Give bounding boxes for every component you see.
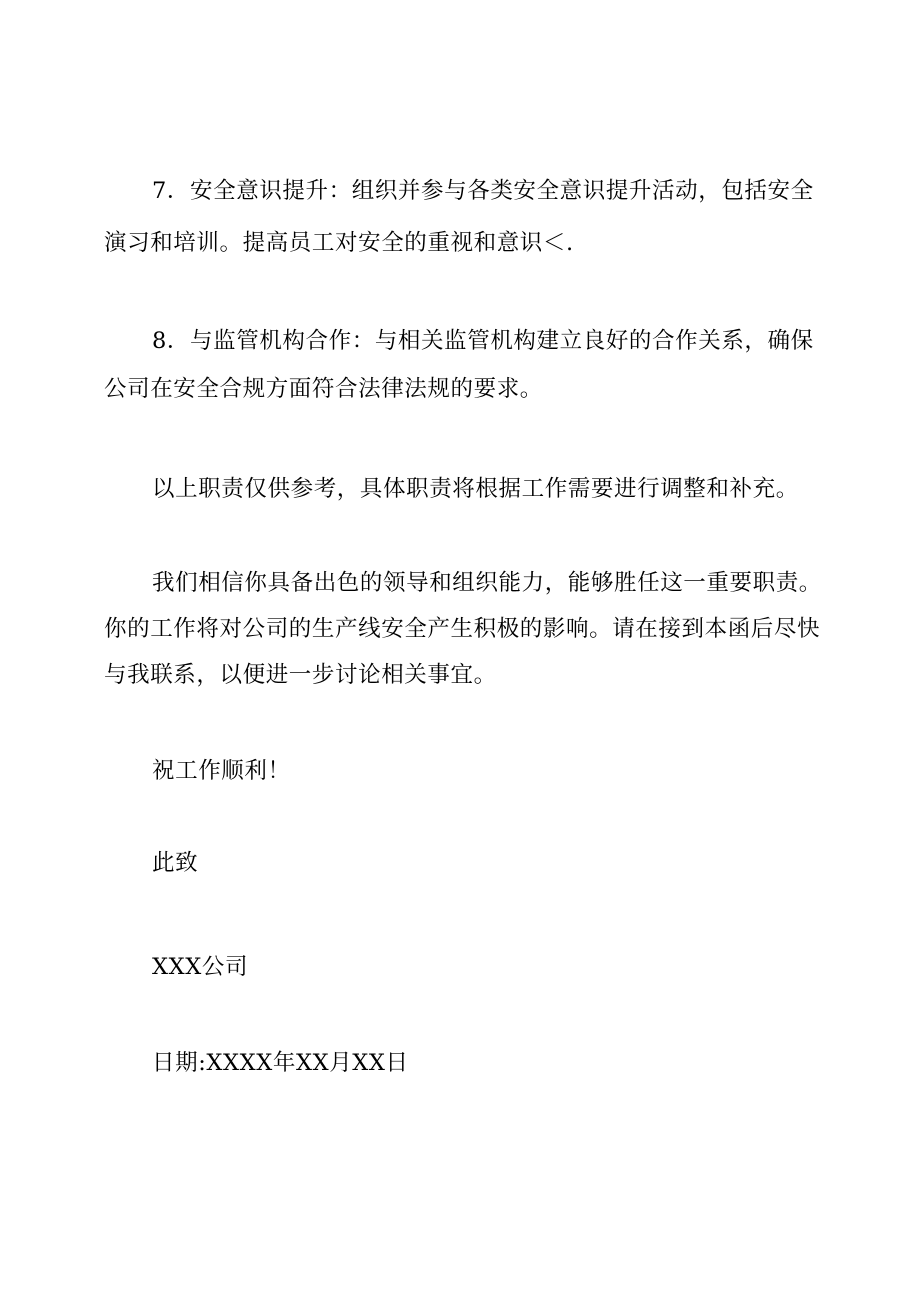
salutation-line: 此致 — [152, 850, 199, 876]
wish-line: 祝工作顺利！ — [152, 758, 291, 784]
closing-line1: 我们相信你具备出色的领导和组织能力，能够胜任这一重要职责。 — [152, 570, 822, 596]
company-signature: XXX公司 — [152, 954, 249, 980]
item8-line2: 公司在安全合规方面符合法律法规的要求。 — [104, 376, 543, 402]
note-paragraph: 以上职责仅供参考，具体职责将根据工作需要进行调整和补充。 — [152, 476, 799, 502]
closing-line3: 与我联系，以便进一步讨论相关事宜。 — [104, 662, 497, 688]
item7-line2: 演习和培训。提高员工对安全的重视和意识＜. — [104, 230, 574, 256]
item7-line1: 7．安全意识提升：组织并参与各类安全意识提升活动，包括安全 — [152, 178, 814, 204]
item8-line1: 8．与监管机构合作：与相关监管机构建立良好的合作关系，确保 — [152, 328, 814, 354]
closing-line2: 你的工作将对公司的生产线安全产生积极的影响。请在接到本函后尽快 — [104, 616, 821, 642]
date-line: 日期:XXXX年XX月XX日 — [152, 1050, 409, 1076]
